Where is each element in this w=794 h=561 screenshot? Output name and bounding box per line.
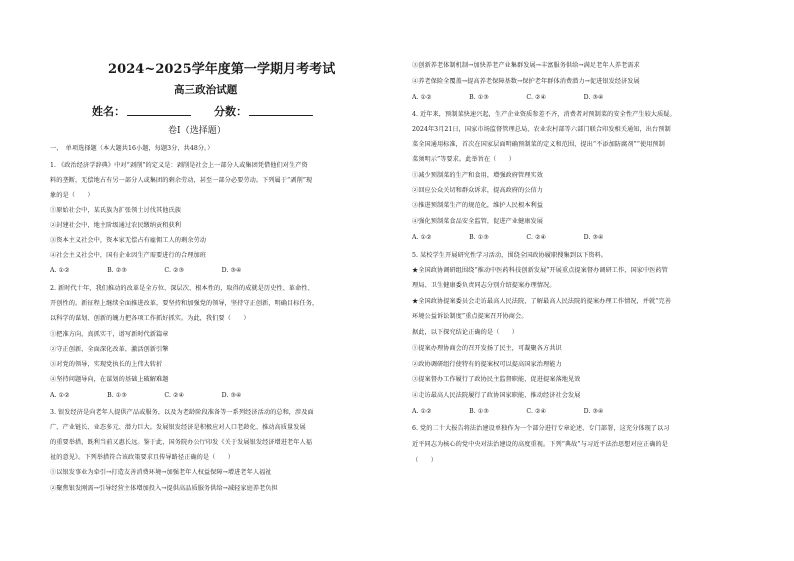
section-title: 卷Ⅰ（选择题）: [168, 126, 226, 136]
text-line: 一、 单项选择题（本大题共16小题，每题3分，共48分。）: [50, 145, 214, 152]
text-line: A. ①② B. ①③ C. ②④ D. ③④: [412, 408, 604, 415]
text-line: ③创新养老体制机制→加快养老产业集群发展→丰富服务供给→满足老年人养老需求: [412, 62, 640, 69]
exam-title: 2024~2025学年度第一学期月考考试: [108, 62, 336, 77]
text-line: ①提案办理协商会的召开发扬了民主，可凝聚各方共识: [412, 345, 562, 352]
text-line: ③对党的领导，实现党执长的上伟大转折: [50, 361, 163, 368]
text-line: 2024年3月21日，国家市场监督管理总局、农业农村部等六部门联合印发相关通知，出台预制: [412, 126, 671, 133]
text-line: ④走访最高人民法院履行了政协国家职能，推动经济社会发展: [412, 392, 581, 399]
text-line: ★全国政协提案委员会走访最高人民法院，了解最高人民法院的提案办理工作情况，并就“完善: [412, 298, 671, 305]
text-line: A. ①② B. ①③ C. ②④ D. ③④: [412, 234, 604, 241]
text-line: 菜须明示”等要求。此举旨在（ ）: [412, 156, 516, 163]
text-line: ④养老保险全覆盖→提高养老保障基数→保护老年群体消费潜力→促进银发经济发展: [412, 78, 640, 85]
text-line: 4. 近年来，预制菜快速兴起，生产企业资质参差不齐，消费者对预制菜的安全性产生较大质疑。: [412, 111, 676, 118]
text-line: 菜全国通用标准，首次在国家层面明确预制菜的定义和范围，提出“不添加防腐剂”“使用预制: [412, 141, 665, 148]
text-line: ②政协调研组行使特有的提案权可以提高国家治理能力: [412, 361, 562, 368]
text-line: 料的垄断，无偿地占有另一部分人或集团的剩余劳动，甚至一部分必要劳动。下列属于“剥削”现: [50, 177, 313, 184]
text-line: （ ）: [412, 457, 437, 464]
text-line: 环境公益诉讼制度”重点提案召开协商会。: [412, 313, 528, 320]
text-line: ③提案督办工作履行了政协民主监督职能，促进提案落地见效: [412, 376, 581, 383]
text-line: 近平同志为核心的党中央对法治建设的高度重视。下列“典故”与习近平法治思想对应正确的是: [412, 441, 668, 448]
text-line: ③推进预制菜生产的规范化，维护人民根本利益: [412, 202, 543, 209]
text-line: 开创性的。新征程上继续全面推进改革，要坚持和加强党的领导，坚持守正创新，明确目标任务，: [50, 300, 319, 307]
score-label: 分数：: [214, 105, 248, 118]
text-line: A. ①② B. ①③ C. ②④ D. ③④: [50, 392, 242, 399]
text-line: ④社会主义社会中，国有企业因生产需要进行的合理加班: [50, 252, 206, 259]
text-line: 广、产业链长、业态多元、潜力巨大。发展银发经济是积极应对人口老龄化、推动高质量发展: [50, 424, 306, 431]
text-line: ②守正创新，全面深化改革，激活创新引擎: [50, 346, 169, 353]
text-line: 2. 新时代十年，我们推动的改革是全方位、深层次、根本性的，取得的成就是历史性、革命性、: [50, 285, 314, 292]
text-line: 据此，以下探究结论正确的是（ ）: [412, 329, 519, 336]
name-label: 姓名：: [92, 105, 126, 118]
score-blank[interactable]: [249, 105, 313, 116]
text-line: ②封建社会中，地主阶级通过农民缴纳贡租获利: [50, 222, 181, 229]
text-line: 象的是（ ）: [50, 192, 94, 199]
text-line: 理局、卫生健康委负责同志分别介绍提案办理情况。: [412, 282, 556, 289]
text-line: ④强化预制菜食品安全监管，促进产业健康发展: [412, 218, 543, 225]
text-line: ①把准方向，真抓实干，谱写新时代新篇章: [50, 331, 169, 338]
text-line: 祉的意见》。下列举措符合该政策要求且传导路径正确的是（ ）: [50, 454, 235, 461]
text-line: ①以银发事业为牵引→打造友善消费环境→加强老年人权益保障→增进老年人福祉: [50, 469, 272, 476]
text-line: ②聚焦银发刚需→引导经营主体增加投入→提供高品质服务供给→减轻家庭养老负担: [50, 485, 278, 492]
text-line: ②回应公众关切和群众诉求，提高政府的公信力: [412, 187, 543, 194]
text-line: A. ①② B. ①③ C. ②④ D. ③④: [412, 94, 604, 101]
text-line: 的重要举措，既利当前又惠长远。鉴于此，国务院办公厅印发《关于发展银发经济增进老年人福: [50, 439, 312, 446]
text-line: 1. 《政治经济学辞典》中对“剥削”的定义是：剥削是社会上一部分人或集团凭借他们对生产资: [50, 162, 308, 169]
text-line: A. ①② B. ②③ C. ②③ D. ③④: [50, 267, 242, 274]
score-field[interactable]: [214, 105, 313, 116]
text-line: ★全国政协调研组围绕“推动中医药科技创新发展”开展重点提案督办调研工作，国家中医药管: [412, 267, 668, 274]
text-line: 3. 银发经济是向老年人提供产品或服务，以及为老龄阶段准备等一系列经济活动的总和，涉及面: [50, 409, 314, 416]
text-line: 以科学的谋划、创新的魄力把各项工作抓好抓实。为此，我们要（ ）: [50, 315, 250, 322]
text-line: ①减少预制菜的生产和食用，增强政府管理实效: [412, 172, 543, 179]
text-line: ①原始社会中，某氏族为扩张领土讨伐其他氏族: [50, 207, 181, 214]
text-line: 5. 某校学生开展研究性学习活动，围绕全国政协履职搜集到以下资料。: [412, 252, 608, 259]
exam-subtitle: 高三政治试题: [174, 84, 238, 96]
name-blank[interactable]: [127, 105, 191, 116]
name-field[interactable]: [92, 105, 191, 116]
text-line: ③资本主义社会中，资本家无偿占有雇佣工人的剩余劳动: [50, 237, 206, 244]
text-line: 6. 党的二十大报告将法治建设单独作为一个部分进行专章论述、专门部署，这充分体现了以习: [412, 425, 670, 432]
text-line: ④坚持问题导向，在谋划的基础上破解难题: [50, 376, 169, 383]
